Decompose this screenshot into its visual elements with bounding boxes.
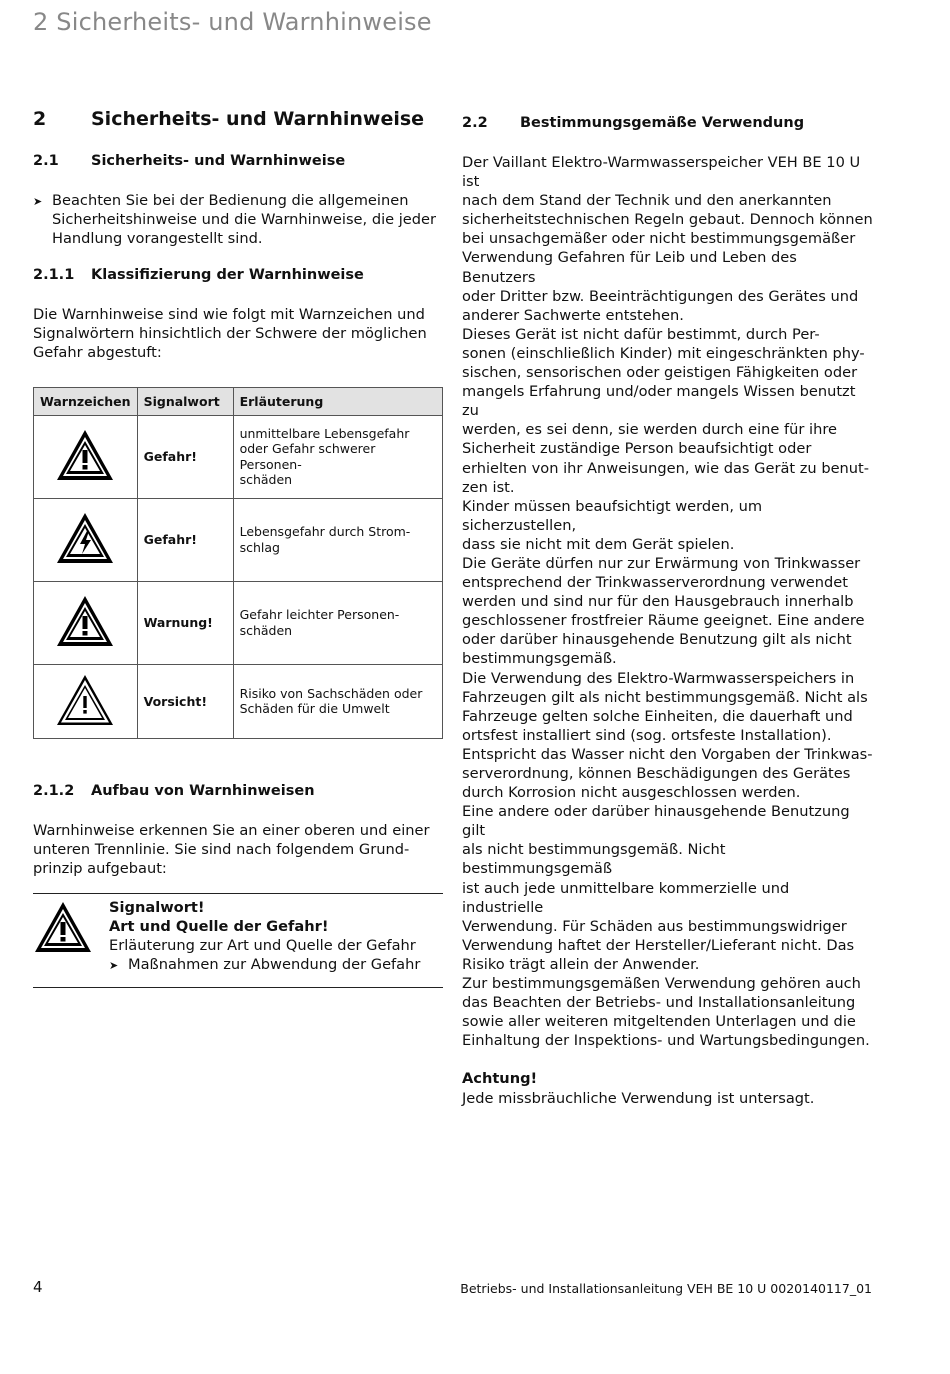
attention-note [462,1069,874,1107]
bullet-instruction [33,191,443,248]
text-line: Dieses Gerät ist nicht dafür bestimmt, durch Per- [462,325,820,343]
text-line: ist auch jede unmittelbare kommerzielle und industrielle [462,879,790,916]
text-line: Gefahr abgestuft: [33,344,162,362]
text-line: schlag [239,539,280,555]
intended-use-text [462,153,874,1050]
text-line: Verwendung haftet der Hersteller/Lieferant nicht. Das [462,936,855,954]
table-row [34,664,443,738]
right-column [462,108,874,1108]
signal-word: Warnung! [137,581,233,664]
text-line: nach dem Stand der Technik und den anerkannten [462,192,832,210]
text-line: Gefahr leichter Personen- [239,607,400,623]
text-line: serverordnung, können Beschädigungen des Gerätes [462,765,851,782]
arrow-bullet-icon: ➤ [33,195,43,208]
section-number: 2.1.1 [33,267,75,284]
column-header-warnzeichen: Warnzeichen [34,387,138,415]
text-line: Risiko trägt allein der Anwender. [462,955,700,973]
signal-word: Vorsicht! [137,664,233,738]
section-2-1-heading [33,153,443,172]
explanation [233,581,442,664]
example-explanation: Erläuterung zur Art und Quelle der Gefahr [109,937,416,955]
section-title: Aufbau von Warnhinweisen [91,782,315,799]
text-line: dass sie nicht mit dem Gerät spielen. [462,535,735,553]
section-title: Klassifizierung der Warnhinweise [91,267,364,284]
text-line: Sicherheit zuständige Person beaufsichtigt oder [462,440,812,458]
section-title: Sicherheits- und Warnhinweise [91,153,346,169]
table-row [34,581,443,664]
text-line: mangels Erfahrung und/oder mangels Wissen benutzt zu [462,383,856,420]
chapter-title: Sicherheits- und Warnhinweise [91,108,425,130]
bullet-line: Beachten Sie bei der Bedienung die allgemeinen [52,192,409,209]
text-line: Verwendung Gefahren für Leib und Leben des Benutzers [462,249,797,286]
text-line: Kinder müssen beaufsichtigt werden, um sicherzustellen, [462,497,763,534]
text-line: Fahrzeuge gelten solche Einheiten, die dauerhaft und [462,707,853,725]
text-line: Eine andere oder darüber hinausgehende Benutzung gilt [462,803,850,840]
explanation [233,664,442,738]
text-line: sonen (einschließlich Kinder) mit eingeschränkten phy- [462,344,865,362]
electric-shock-triangle-icon [34,498,138,581]
text-line: schäden [239,622,293,638]
chapter-heading [33,108,443,137]
measures-text: Maßnahmen zur Abwendung der Gefahr [128,956,421,974]
text-line: geschlossener frostfreier Räume geeignet. Eine andere [462,612,865,630]
example-text [109,898,420,975]
warning-classification-table [33,387,443,739]
text-line: Verwendung. Für Schäden aus bestimmungswidriger [462,917,847,935]
bullet-line: Handlung vorangestellt sind. [52,230,263,248]
example-signal-word: Signalwort! [109,898,205,916]
chapter-number: 2 [33,108,47,130]
column-header-erlaeuterung: Erläuterung [233,387,442,415]
caution-triangle-icon [34,664,138,738]
text-line: sischen, sensorischen oder geistigen Fähigkeiten oder [462,364,858,382]
text-line: sicherheitstechnischen Regeln gebaut. Dennoch können [462,211,873,229]
example-measures [109,955,420,975]
table-row [34,415,443,498]
text-line: schäden [239,472,293,488]
text-line: Die Verwendung des Elektro-Warmwasserspeichers in [462,669,855,687]
text-line: Schäden für die Umwelt [239,701,390,717]
warning-example-box [33,893,443,988]
text-line: Die Warnhinweise sind wie folgt mit Warnzeichen und [33,306,425,324]
attention-text: Jede missbräuchliche Verwendung ist untersagt. [462,1089,815,1107]
text-line: anderer Sachwerte entstehen. [462,306,684,324]
example-source: Art und Quelle der Gefahr! [109,917,329,935]
text-line: Zur bestimmungsgemäßen Verwendung gehören auch [462,975,861,993]
table-header-row [34,387,443,415]
attention-title: Achtung! [462,1070,538,1088]
text-line: sowie aller weiteren mitgeltenden Unterlagen und die [462,1013,856,1031]
signal-word: Gefahr! [137,498,233,581]
text-line: Signalwörtern hinsichtlich der Schwere der möglichen [33,325,427,343]
text-line: werden und sind nur für den Hausgebrauch innerhalb [462,593,854,611]
section-number: 2.1.2 [33,782,75,799]
running-head: 2 Sicherheits- und Warnhinweise [33,8,432,36]
text-line: oder Gefahr schwerer Personen- [239,441,376,472]
text-line: das Beachten der Betriebs- und Installationsanleitung [462,994,856,1012]
text-line: Entspricht das Wasser nicht den Vorgaben der Trinkwas- [462,745,873,763]
text-line: prinzip aufgebaut: [33,859,167,877]
bullet-line: Sicherheitshinweise und die Warnhinweise, die jeder [52,211,437,229]
left-column [33,108,443,988]
section-number: 2.1 [33,153,59,169]
section-2-1-2-heading [33,783,443,802]
warning-triangle-icon [34,581,138,664]
table-row [34,498,443,581]
text-line: Fahrzeugen gilt als nicht bestimmungsgemäß. Nicht als [462,688,868,706]
text-line: Risiko von Sachschäden oder [239,685,423,701]
danger-triangle-icon [34,415,138,498]
text-line: bei unsachgemäßer oder nicht bestimmungsgemäßer [462,230,856,248]
classification-intro [33,305,443,362]
text-line: unmittelbare Lebensgefahr [239,425,410,441]
text-line: Lebensgefahr durch Strom- [239,524,411,540]
page-number: 4 [33,1278,43,1296]
text-line: bestimmungsgemäß. [462,650,617,668]
text-line: Einhaltung der Inspektions- und Wartungsbedingungen. [462,1032,870,1050]
text-line: erhielten von ihr Anweisungen, wie das Gerät zu benut- [462,459,870,477]
text-line: ortsfest installiert sind (sog. ortsfeste Installation). [462,726,832,744]
column-header-signalwort: Signalwort [137,387,233,415]
signal-word: Gefahr! [137,415,233,498]
text-line: oder darüber hinausgehende Benutzung gilt als nicht [462,631,852,649]
section-2-2-heading [462,115,874,134]
explanation [233,498,442,581]
section-title: Bestimmungsgemäße Verwendung [520,115,805,131]
structure-intro [33,821,443,878]
document-reference: Betriebs- und Installationsanleitung VEH BE 10 U 0020140117_01 [460,1281,872,1296]
text-line: Der Vaillant Elektro-Warmwasserspeicher VEH BE 10 U ist [462,154,861,191]
text-line: Warnhinweise erkennen Sie an einer oberen und einer [33,821,430,839]
explanation [233,415,442,498]
section-number: 2.2 [462,115,488,131]
text-line: durch Korrosion nicht ausgeschlossen werden. [462,784,801,802]
text-line: Die Geräte dürfen nur zur Erwärmung von Trinkwasser [462,554,861,572]
text-line: zen ist. [462,478,515,496]
section-2-1-1-heading [33,267,443,286]
text-line: entsprechend der Trinkwasserverordnung verwendet [462,574,848,592]
text-line: oder Dritter bzw. Beeinträchtigungen des Gerätes und [462,287,859,305]
arrow-bullet-icon: ➤ [109,959,119,973]
text-line: werden, es sei denn, sie werden durch eine für ihre [462,421,837,439]
text-line: als nicht bestimmungsgemäß. Nicht bestimmungsgemäß [462,841,726,878]
danger-triangle-icon [33,898,109,975]
text-line: unteren Trennlinie. Sie sind nach folgendem Grund- [33,840,410,858]
